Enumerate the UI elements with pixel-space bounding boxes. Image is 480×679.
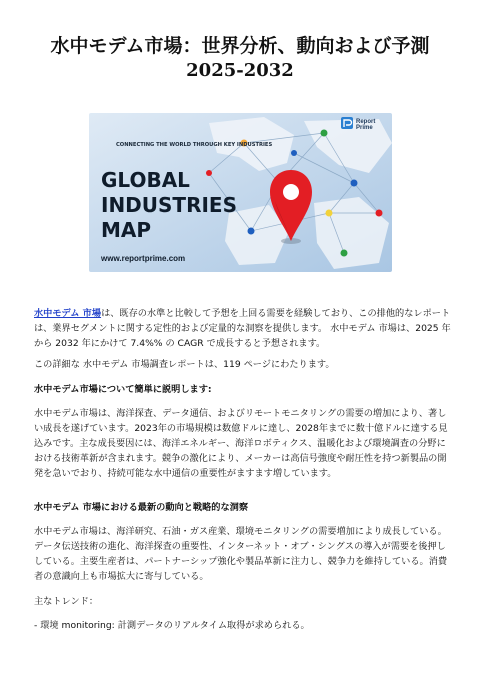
- market-link[interactable]: 水中モデム 市場: [34, 308, 102, 319]
- trends-paragraph: 水中モデム市場は、海洋研究、石油・ガス産業、環境モニタリングの需要増加により成長している。データ伝送技術の進化、海洋探査の重要性、インターネット・オブ・シングスの導入が需要を後押ししている。主要生産者は、パートナーシップ強化や製品革新に注力し、競争力を維持している。消費者の意識向上も市場拡大に寄与している。: [34, 526, 448, 582]
- title-line-2: 2025-2032: [186, 60, 294, 81]
- banner-headline-1: GLOBAL: [101, 168, 190, 192]
- report-prime-logo: [341, 117, 375, 131]
- trend-item: - 環境 monitoring: 計測データのリアルタイム取得が求められる。: [34, 620, 310, 631]
- banner-headline-2: INDUSTRIES: [101, 193, 237, 217]
- key-trends-heading: 主なトレンド：: [34, 596, 99, 607]
- title-line-1: 水中モデム市場：世界分析、動向および予測: [50, 35, 430, 57]
- detail-paragraph: この詳細な 水中モデム 市場調査レポートは、119 ページにわたります。: [34, 359, 335, 370]
- section-heading-trends: 水中モデム 市場における最新の動向と戦略的な洞察: [34, 502, 249, 513]
- banner-tagline: CONNECTING THE WORLD THROUGH KEY INDUSTRIES: [116, 142, 273, 148]
- intro-paragraph: [34, 306, 452, 351]
- svg-text:Report: Report: [356, 119, 376, 125]
- page-title: [20, 34, 460, 83]
- intro-text: は、既存の水準と比較して予想を上回る需要を経験しており、この排他的なレポートは、業界セグメントに関する定性的および定量的な洞察を提供します。 水中モデム 市場は、2025 年から 2032 年にかけて 7.4%% の CAGR で成長すると予想されます。: [34, 308, 451, 349]
- section-heading-overview: 水中モデム市場について簡単に説明します:: [34, 384, 212, 395]
- svg-text:Prime: Prime: [356, 125, 373, 131]
- banner-image: [89, 113, 392, 272]
- overview-paragraph: 水中モデム市場は、海洋探査、データ通信、およびリモートモニタリングの需要の増加により、著しい成長を遂げています。2023年の市場規模は数億ドルに達し、2028年までに数十億ドルに達する見込みです。主な成長要因には、海洋エネルギー、海洋ロボティクス、温暖化および環境調査の分野における技術革新が含まれます。競争の激化により、メーカーは高信号強度や耐圧性を持つ新製品の開発を急いでおり、持続可能な水中通信の重要性がますます増しています。: [34, 408, 448, 479]
- banner-headline-3: MAP: [101, 218, 152, 242]
- banner-url: www.reportprime.com: [101, 254, 186, 263]
